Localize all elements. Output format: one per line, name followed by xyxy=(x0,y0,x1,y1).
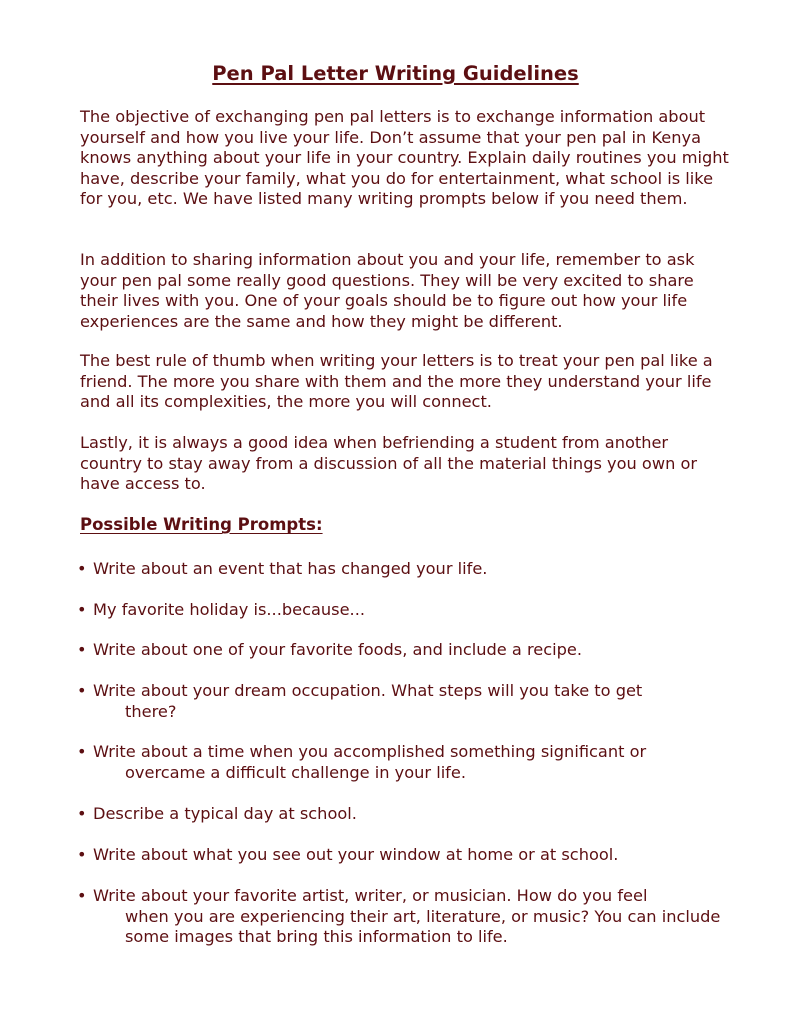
prompt-text: Write about one of your favorite foods, and include a recipe. xyxy=(93,640,582,659)
bullet-icon: • xyxy=(77,804,87,823)
bullet-icon: • xyxy=(77,681,87,700)
prompt-continuation: when you are experiencing their art, literature, or music? You can include some images that bring this information to life. xyxy=(125,906,721,946)
bullet-icon: • xyxy=(77,845,87,864)
rule-of-thumb-paragraph: The best rule of thumb when writing your letters is to treat your pen pal like a friend. The more you share with them and the more they understand your life and all its complexities, the more you will connect. xyxy=(80,351,713,411)
bullet-icon: • xyxy=(77,600,87,619)
intro-paragraph: The objective of exchanging pen pal letters is to exchange information about yourself and how you live your life. Don’t assume that your pen pal in Kenya knows anything about your life in your country. Explain daily routines you might have, describe your family, what you do for entertainment, what school is like for you, etc. We have listed many writing prompts below if you need them. xyxy=(80,107,729,208)
prompt-item xyxy=(77,804,723,825)
bullet-icon: • xyxy=(77,886,87,905)
document-title: Pen Pal Letter Writing Guidelines xyxy=(212,62,579,85)
material-things-paragraph: Lastly, it is always a good idea when befriending a student from another country to stay away from a discussion of all the material things you own or have access to. xyxy=(80,433,698,493)
prompt-item xyxy=(77,640,723,661)
prompt-continuation: there? xyxy=(125,701,177,721)
prompt-item xyxy=(77,886,723,948)
prompt-item xyxy=(77,742,723,783)
questions-paragraph: In addition to sharing information about you and your life, remember to ask your pen pal some really good questions. They will be very excited to share their lives with you. One of your goals should be to figure out how your life experiences are the same and how they might be different. xyxy=(80,250,695,331)
prompt-text: Write about a time when you accomplished something significant or xyxy=(93,742,647,761)
prompt-item xyxy=(77,681,723,722)
prompt-text: Write about your dream occupation. What steps will you take to get xyxy=(93,681,643,700)
bullet-icon: • xyxy=(77,640,87,659)
prompt-item xyxy=(77,559,723,580)
prompt-text: Describe a typical day at school. xyxy=(93,804,357,823)
bullet-icon: • xyxy=(77,559,87,578)
prompts-heading: Possible Writing Prompts: xyxy=(80,515,323,534)
prompt-text: Write about what you see out your window at home or at school. xyxy=(93,845,619,864)
prompt-text: Write about your favorite artist, writer, or musician. How do you feel xyxy=(93,886,648,905)
prompt-item xyxy=(77,845,723,866)
prompt-text: Write about an event that has changed your life. xyxy=(93,559,488,578)
prompt-text: My favorite holiday is...because... xyxy=(93,600,365,619)
prompt-item xyxy=(77,600,723,621)
bullet-icon: • xyxy=(77,742,87,761)
prompt-continuation: overcame a difficult challenge in your life. xyxy=(125,762,466,782)
